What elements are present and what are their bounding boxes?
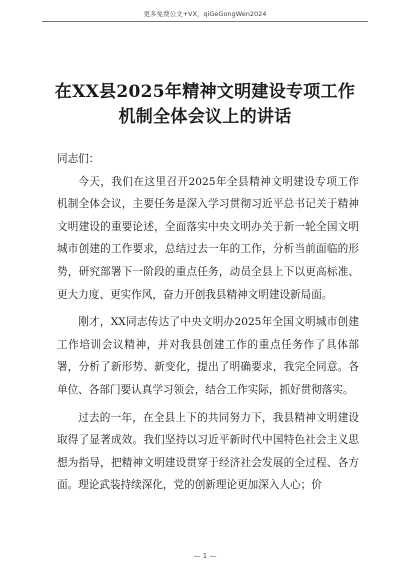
paragraph: 过去的一年，在全县上下的共同努力下，我县精神文明建设取得了显著成效。我们坚持以习近平新时代中国特色社会主义思想为指导，把精神文明建设贯穿于经济社会发展的全过程、各方面。理论武装持续深化，党的创新理论更加深入人心；价: [57, 411, 359, 492]
title-line-1: 在XX县2025年精神文明建设专项工作: [54, 82, 356, 102]
document-body: [57, 148, 359, 502]
document-title: [30, 80, 380, 130]
paragraph: 今天，我们在这里召开2025年全县精神文明建设专项工作机制全体会议，主要任务是深入学习贯彻习近平总书记关于精神文明建设的重要论述，全面落实中央文明办关于新一轮全国文明城市创建的工作要求，总结过去一年的工作，分析当前面临的形势，研究部署下一阶段的重点任务，动员全县上下以更高标准、更大力度、更实作风，奋力开创我县精神文明建设新局面。: [57, 175, 359, 301]
title-line-2: 机制全体会议上的讲话: [118, 107, 292, 127]
header-divider: [42, 21, 368, 22]
header-note: 更多免费公文+VX，qiGeGongWen2024: [143, 10, 267, 18]
greeting: 同志们：: [57, 153, 100, 165]
page-number: — 1 —: [193, 552, 217, 560]
paragraph: 刚才，XX同志传达了中央文明办2025年全国文明城市创建工作培训会议精神，并对我县创建工作的重点任务作了具体部署，分析了新形势、新变化，提出了明确要求，我完全同意。各单位、各部门要认真学习领会，结合工作实际，抓好贯彻落实。: [57, 316, 359, 396]
